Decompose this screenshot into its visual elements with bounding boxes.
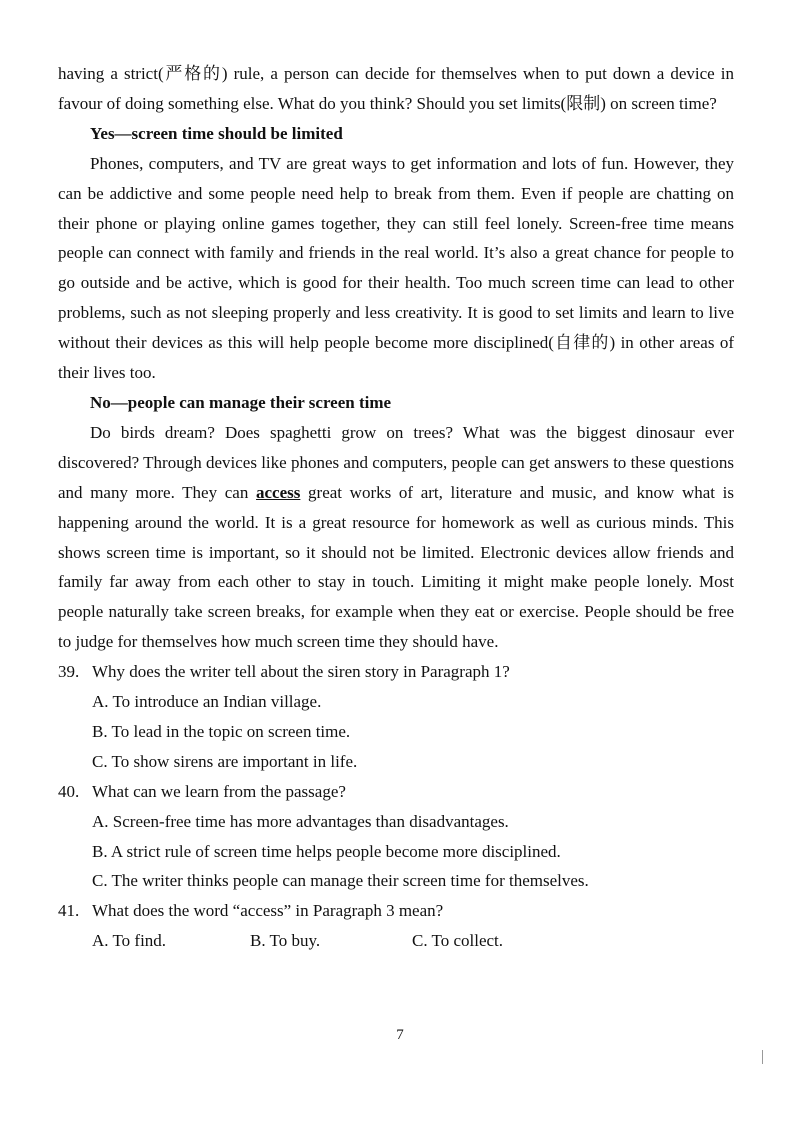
question-text: What does the word “access” in Paragraph 3 mean? (92, 901, 444, 921)
option-a: A. To find. (92, 931, 167, 951)
option-b: B. To buy. (250, 931, 321, 951)
yes-heading: Yes—screen time should be limited (90, 123, 343, 143)
question-41 (58, 896, 734, 956)
question-40 (58, 777, 734, 897)
option-c: C. To collect. (412, 931, 504, 951)
no-heading: No—people can manage their screen time (90, 392, 392, 412)
intro-paragraph: having a strict(严格的) rule, a person can decide for themselves when to put down a device in favour of doing something else. What do you think? Should you set limits(限制) on screen time? (58, 64, 734, 113)
option-a: A. Screen-free time has more advantages than disadvantages. (92, 811, 509, 831)
option-row (58, 926, 734, 956)
option-a: A. To introduce an Indian village. (92, 692, 322, 712)
scan-edge-mark (762, 1050, 763, 1064)
question-number: 41. (58, 901, 80, 921)
option-b: B. A strict rule of screen time helps people become more disciplined. (92, 841, 561, 861)
page-number: 7 (396, 1027, 404, 1043)
no-paragraph (58, 418, 734, 657)
question-number: 39. (58, 662, 80, 682)
question-text: Why does the writer tell about the siren story in Paragraph 1? (92, 662, 510, 682)
yes-paragraph: Phones, computers, and TV are great ways to get information and lots of fun. However, they can be addictive and some people need help to break from them. Even if people are chatting on their phone or playing online games together, they can still feel lonely. Screen-free time means people can connect with family and friends in the real world. It’s also a great chance for people to go outside and be active, which is good for their health. Too much screen time can lead to other problems, such as not sleeping properly and less creativity. It is good to set limits and learn to live without their devices as this will help people become more disciplined(自律的) in other areas of their lives too. (58, 153, 734, 383)
keyword-access: access (256, 482, 301, 502)
option-c: C. To show sirens are important in life. (92, 751, 358, 771)
question-number: 40. (58, 781, 80, 801)
option-b: B. To lead in the topic on screen time. (92, 721, 351, 741)
page-content (58, 59, 734, 956)
question-39 (58, 657, 734, 777)
question-text: What can we learn from the passage? (92, 781, 346, 801)
no-paragraph-text-1: Do birds dream? Does spaghetti grow on trees? What was the biggest dinosaur ever discovered? Through devices like phones and computers, people can get answers to these questions and many more. They can (58, 422, 734, 502)
no-paragraph-text-2: great works of art, literature and music, and know what is happening around the world. It is a great resource for homework as well as curious minds. This shows screen time is important, so it should not be limited. Electronic devices allow friends and family far away from each other to stay in touch. Limiting it might make people lonely. Most people naturally take screen breaks, for example when they eat or exercise. People should be free to judge for themselves how much screen time they should have. (58, 482, 734, 652)
option-c: C. The writer thinks people can manage their screen time for themselves. (92, 871, 589, 891)
